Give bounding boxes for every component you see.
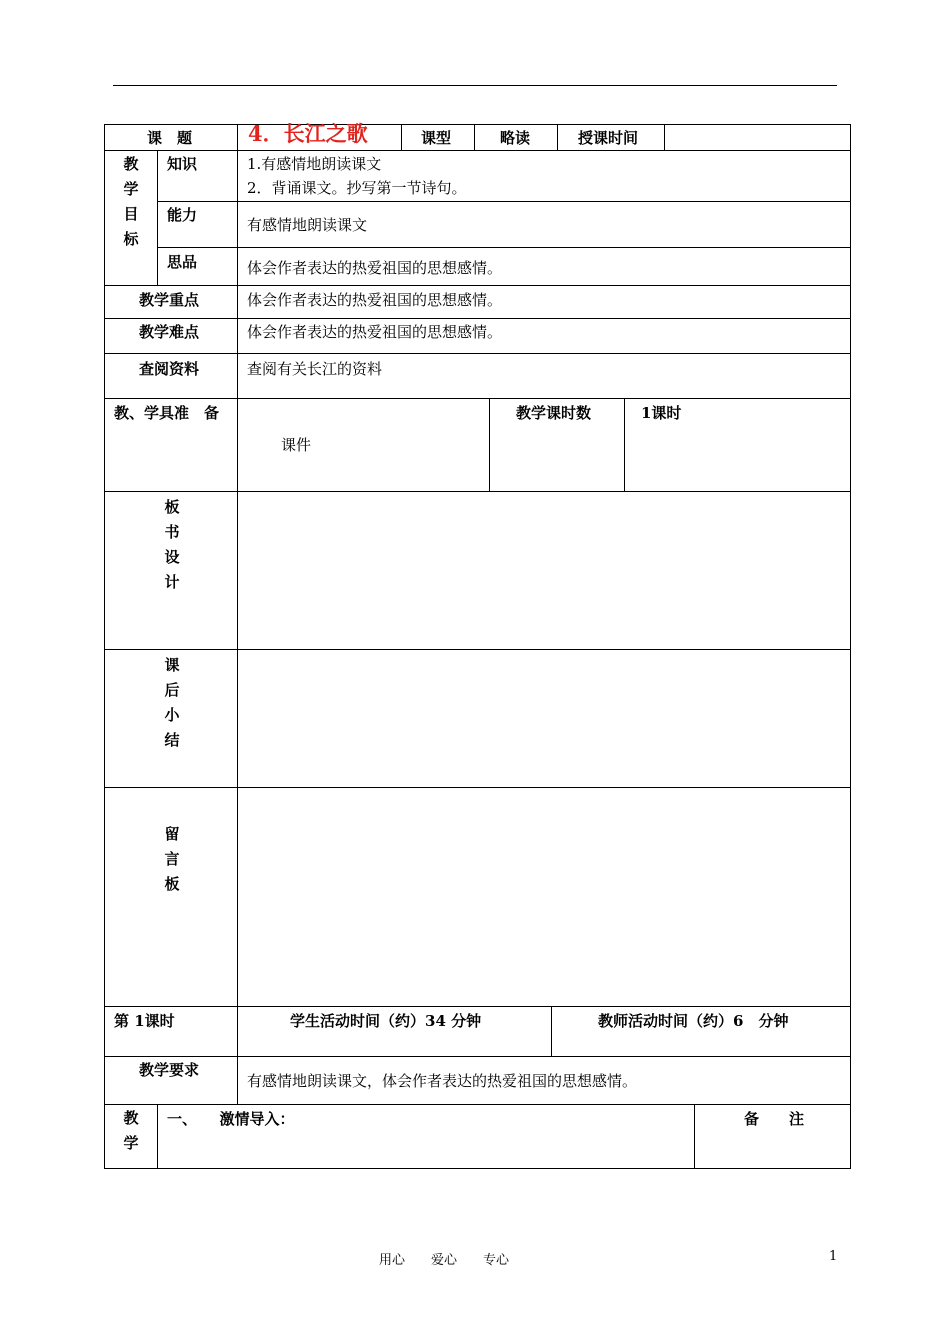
- requirement-label: 教学要求: [139, 1061, 200, 1079]
- board-design-label: 板书设计: [164, 498, 180, 591]
- key-point-text-cell: [237, 285, 851, 319]
- time-label: 授课时间: [578, 129, 639, 147]
- difficulty-text: 体会作者表达的热爱祖国的思想感情。: [247, 323, 503, 341]
- ability-text-cell: [237, 201, 851, 248]
- hours-value-cell: [624, 398, 851, 492]
- knowledge-line-2: 2．背诵课文。抄写第一节诗句。: [247, 179, 467, 197]
- morality-label: 思品: [167, 253, 198, 271]
- process-label: 教学: [123, 1109, 139, 1152]
- summary-label: 课后小结: [164, 656, 180, 749]
- lesson-plan-table: [104, 121, 851, 1169]
- notes-label: 备 注: [744, 1110, 805, 1128]
- preparation-label-cell: [104, 398, 238, 492]
- preparation-text-cell: [237, 398, 490, 492]
- type-value-cell: [474, 124, 558, 151]
- message-board-label: 留言板: [164, 825, 180, 893]
- requirement-text-cell: [237, 1056, 851, 1105]
- process-label-cell: [104, 1104, 158, 1169]
- student-time-cell: [237, 1006, 552, 1057]
- morality-label-cell: [157, 247, 238, 286]
- message-board-label-cell: [104, 787, 238, 1007]
- ability-label-cell: [157, 201, 238, 248]
- type-value: 略读: [500, 129, 531, 147]
- type-label-cell: [401, 124, 475, 151]
- knowledge-text-cell: [237, 150, 851, 202]
- requirement-label-cell: [104, 1056, 238, 1105]
- time-label-cell: [557, 124, 665, 151]
- knowledge-line-1: 1.有感情地朗读课文: [247, 155, 382, 173]
- process-step: 一、 激情导入：: [167, 1110, 295, 1128]
- summary-label-cell: [104, 649, 238, 788]
- requirement-text: 有感情地朗读课文，体会作者表达的热爱祖国的思想感情。: [247, 1072, 638, 1090]
- header-rule: [113, 85, 837, 86]
- difficulty-text-cell: [237, 318, 851, 354]
- preparation-label: 教、学具准 备: [114, 404, 220, 422]
- hours-value: 1课时: [641, 404, 682, 422]
- board-design-label-cell: [104, 491, 238, 650]
- objectives-label: 教学目标: [123, 155, 139, 248]
- materials-text-cell: [237, 353, 851, 399]
- morality-text-cell: [237, 247, 851, 286]
- morality-text: 体会作者表达的热爱祖国的思想感情。: [247, 259, 503, 277]
- knowledge-label: 知识: [167, 155, 198, 173]
- notes-cell: [694, 1104, 851, 1169]
- teacher-time-cell: [551, 1006, 851, 1057]
- key-point-label: 教学重点: [139, 291, 200, 309]
- materials-label-cell: [104, 353, 238, 399]
- lesson-title: 4．长江之歌: [248, 121, 368, 146]
- student-time: 学生活动时间（约）34 分钟: [290, 1012, 482, 1030]
- footer-motto: 用心 爱心 专心: [379, 1253, 510, 1268]
- topic-label-cell: [104, 124, 238, 151]
- session-label-cell: [104, 1006, 238, 1057]
- key-point-text: 体会作者表达的热爱祖国的思想感情。: [247, 291, 503, 309]
- objectives-label-cell: [104, 150, 158, 286]
- session-label: 第 1课时: [114, 1012, 175, 1030]
- type-label: 课型: [421, 129, 452, 147]
- ability-text: 有感情地朗读课文: [247, 216, 368, 234]
- board-design-content-cell: [237, 491, 851, 650]
- difficulty-label-cell: [104, 318, 238, 354]
- topic-label: 课 题: [147, 129, 193, 147]
- difficulty-label: 教学难点: [139, 323, 200, 341]
- page-number: 1: [829, 1249, 838, 1264]
- message-board-content-cell: [237, 787, 851, 1007]
- summary-content-cell: [237, 649, 851, 788]
- materials-text: 查阅有关长江的资料: [247, 360, 383, 378]
- time-value-cell: [664, 124, 851, 151]
- hours-label-cell: [489, 398, 625, 492]
- knowledge-label-cell: [157, 150, 238, 202]
- title-cell: [237, 121, 402, 151]
- process-step-cell: [157, 1104, 695, 1169]
- materials-label: 查阅资料: [139, 360, 200, 378]
- key-point-label-cell: [104, 285, 238, 319]
- ability-label: 能力: [167, 206, 198, 224]
- hours-label: 教学课时数: [516, 404, 592, 422]
- teacher-time: 教师活动时间（约）6 分钟: [598, 1012, 789, 1030]
- preparation-text: 课件: [281, 436, 312, 454]
